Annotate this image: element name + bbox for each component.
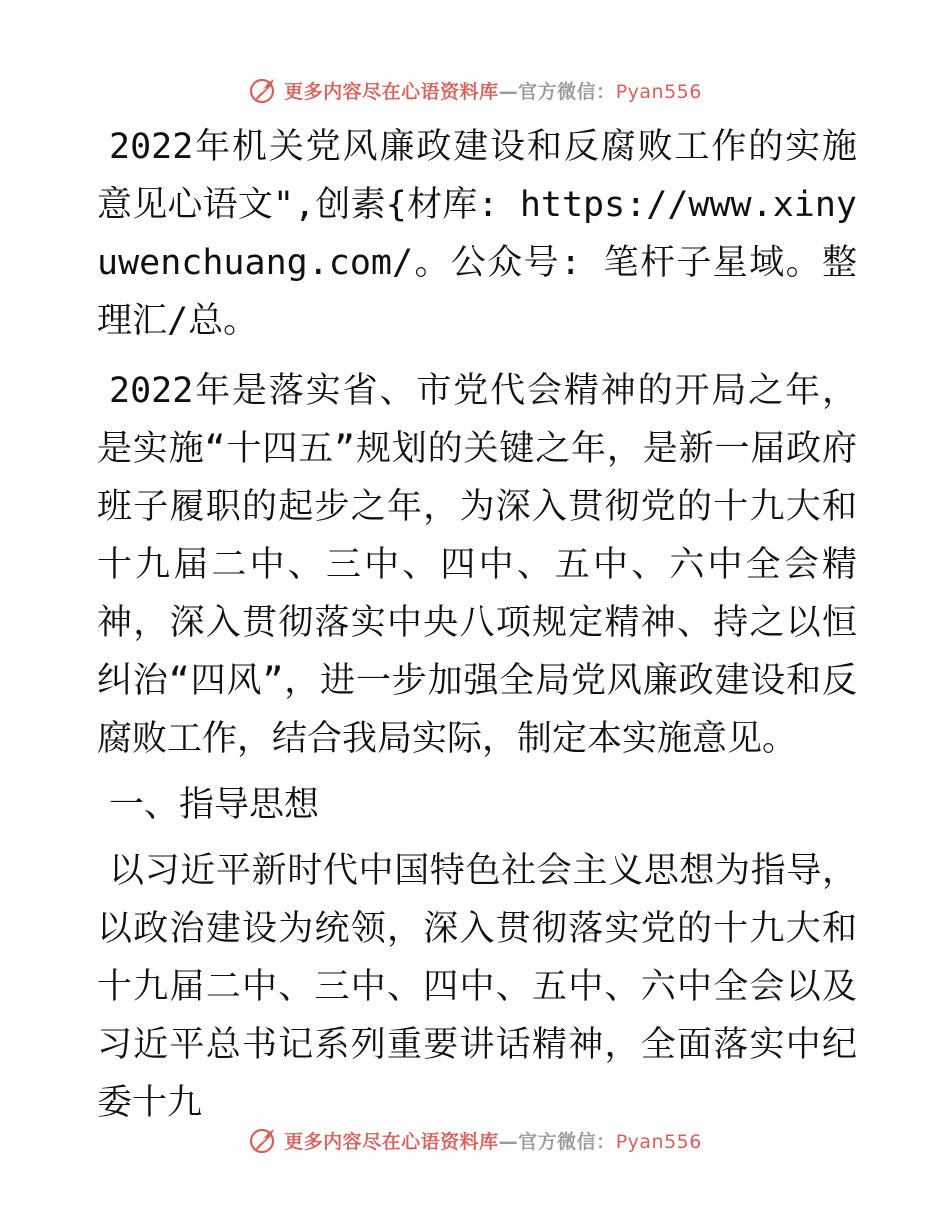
banner-text [284, 1127, 702, 1154]
document-body [97, 118, 857, 1132]
banner-wechat-id: Pyan556 [615, 1130, 702, 1153]
banner-text [284, 77, 702, 104]
section-heading: 一、指导思想 [109, 785, 320, 825]
paragraph-guiding-thought: 以习近平新时代中国特色社会主义思想为指导，以政治建设为统领，深入贯彻落实党的十九大和十九届二中、三中、四中、五中、六中全会以及习近平总书记系列重要讲话精神，全面落实中纪委十九 [97, 851, 857, 1123]
paragraph-intro: 2022年是落实省、市党代会精神的开局之年，是实施“十四五”规划的关键之年，是新一届政府班子履职的起步之年，为深入贯彻党的十九大和十九届二中、三中、四中、五中、六中全会精神，深入贯彻落实中央八项规定精神、持之以恒纠治“四风”，进一步加强全局党风廉政建设和反腐败工作，结合我局实际，制定本实施意见。 [97, 371, 857, 759]
footer-watermark-banner [0, 1120, 950, 1160]
banner-dash: — [498, 80, 519, 103]
quill-logo-icon [248, 75, 278, 105]
banner-official: 官方微信： [518, 1130, 616, 1153]
banner-wechat-id: Pyan556 [615, 80, 702, 103]
banner-highlight: 更多内容尽在心语资料库 [284, 1130, 499, 1153]
quill-logo-icon [248, 1125, 278, 1155]
banner-official: 官方微信： [518, 80, 616, 103]
header-watermark-banner [0, 70, 950, 110]
document-title: 2022年机关党风廉政建设和反腐败工作的实施意见心语文",创素{材库: https://www.xinyuwenchuang.com/。公众号: 笔杆子星域。整理汇/总。 [97, 127, 857, 341]
banner-dash: — [498, 1130, 519, 1153]
banner-highlight: 更多内容尽在心语资料库 [284, 80, 499, 103]
